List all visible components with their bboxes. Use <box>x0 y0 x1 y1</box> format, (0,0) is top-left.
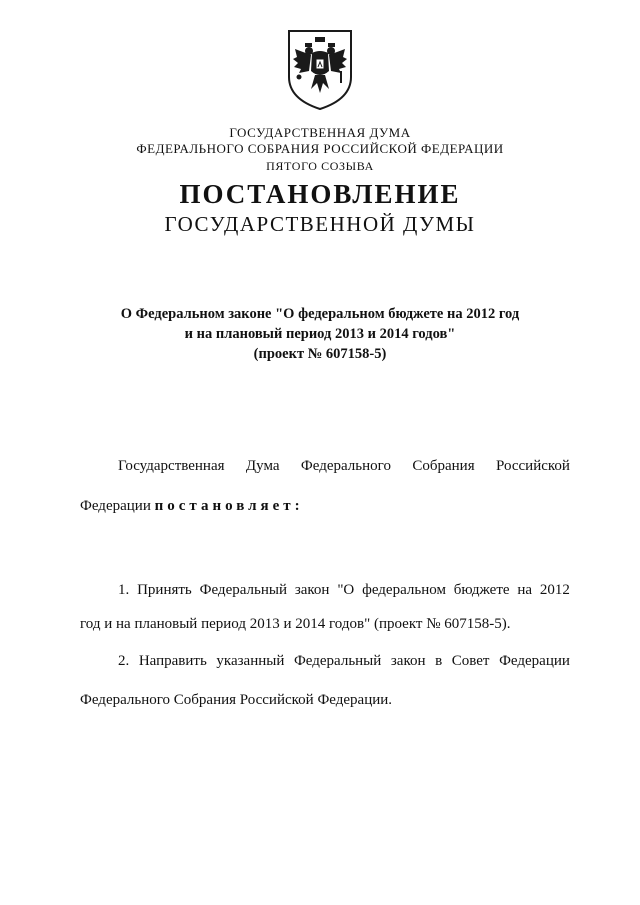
law-title-line3: (проект № 607158-5) <box>253 346 387 362</box>
item2-line2: Федерального Собрания Российской Федерации. <box>80 692 393 708</box>
resolves-verb: постановляет: <box>154 498 304 514</box>
word: закон <box>294 582 330 598</box>
word: Государственная <box>118 458 225 474</box>
word: бюджете <box>453 582 510 598</box>
word: Дума <box>245 458 280 474</box>
word: федеральном <box>362 582 446 598</box>
word: 1. <box>118 582 130 598</box>
word: закон <box>390 653 426 669</box>
word: Собрания <box>412 458 475 474</box>
law-title-line1: О Федеральном законе "О федеральном бюджете на 2012 год <box>120 306 520 322</box>
word: Принять <box>137 582 192 598</box>
header-line-convocation: ПЯТОГО СОЗЫВА <box>266 159 374 173</box>
word: Направить <box>138 653 207 669</box>
word: на <box>517 582 533 598</box>
word: Федерации <box>499 653 570 669</box>
russian-coat-of-arms-icon <box>285 27 355 111</box>
word: в <box>435 653 443 669</box>
word: указанный <box>216 653 285 669</box>
preamble-line1 <box>118 456 570 476</box>
header-line-duma: ГОСУДАРСТВЕННАЯ ДУМА <box>229 125 411 140</box>
word: Федерального <box>300 458 391 474</box>
preamble-line2 <box>80 496 570 516</box>
word: 2. <box>118 653 130 669</box>
word: 2012 <box>539 582 570 598</box>
word: Федеральный <box>199 582 287 598</box>
law-title <box>0 304 640 364</box>
header-line-federal-assembly: ФЕДЕРАЛЬНОГО СОБРАНИЯ РОССИЙСКОЙ ФЕДЕРАЦИИ <box>136 141 504 156</box>
law-title-line2: и на плановый период 2013 и 2014 годов" <box>184 326 456 342</box>
word: "О <box>337 582 355 598</box>
item1-line2: год и на плановый период 2013 и 2014 годов" (проект № 607158-5). <box>80 616 511 632</box>
word: Совет <box>451 653 490 669</box>
decree-title: ПОСТАНОВЛЕНИЕ <box>179 179 461 209</box>
item2-line1 <box>118 651 570 671</box>
preamble-prefix: Федерации <box>80 498 151 514</box>
decree-subtitle: ГОСУДАРСТВЕННОЙ ДУМЫ <box>164 212 476 236</box>
item1-line1 <box>118 580 570 600</box>
word: Российской <box>496 458 570 474</box>
word: Федеральный <box>293 653 382 669</box>
